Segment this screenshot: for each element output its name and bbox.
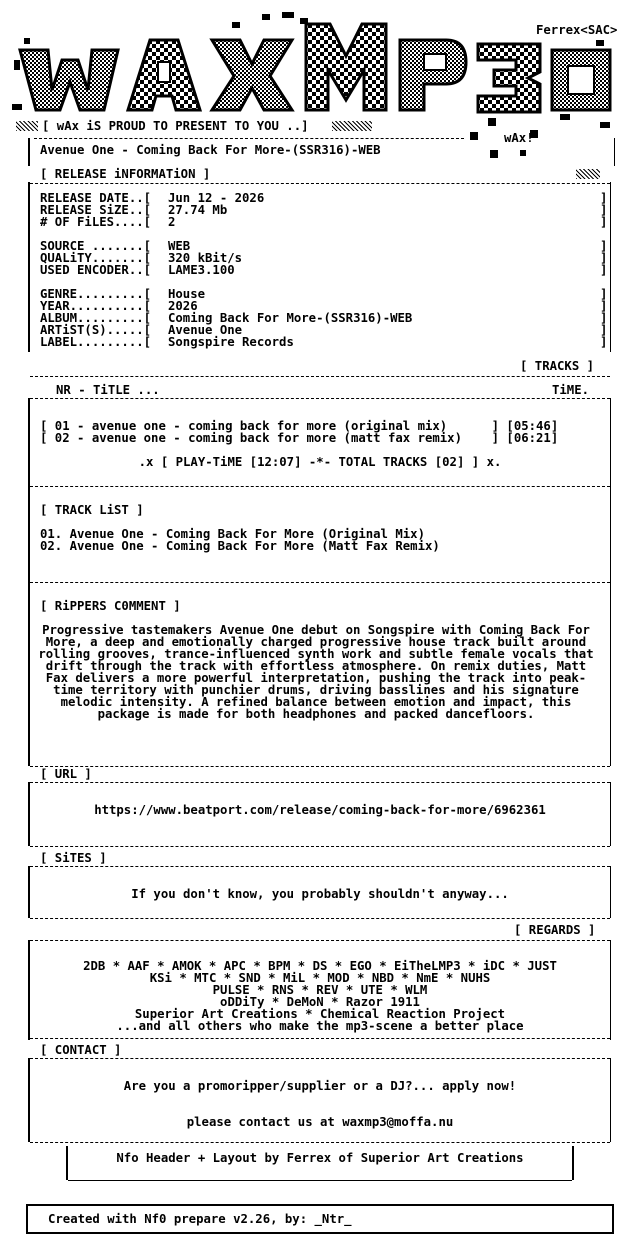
info-label: USED ENCODER..[ bbox=[40, 263, 152, 277]
info-value: 2026 bbox=[168, 299, 198, 313]
box-border-right bbox=[610, 1058, 611, 1142]
divider bbox=[30, 183, 610, 184]
box-border-right bbox=[610, 582, 611, 766]
info-value: Songspire Records bbox=[168, 335, 294, 349]
box-border-left bbox=[28, 398, 30, 486]
tracks-column-time: TiME. bbox=[552, 383, 590, 397]
box-border-right bbox=[614, 138, 615, 166]
info-label: ARTiST(S).....[ bbox=[40, 323, 152, 337]
info-value: WEB bbox=[168, 239, 191, 253]
contact-apply-text: Are you a promoripper/supplier or a DJ?... apply now! bbox=[123, 1079, 517, 1093]
info-value: Avenue One bbox=[168, 323, 243, 337]
divider bbox=[30, 486, 610, 487]
release-name: Avenue One - Coming Back For More-(SSR316)-WEB bbox=[40, 143, 381, 157]
section-heading-tracks: [ TRACKS ] bbox=[520, 359, 595, 373]
regards-line: 2DB * AAF * AMOK * APC * BPM * DS * EGO * EiTheLMP3 * iDC * JUST bbox=[83, 959, 557, 973]
divider bbox=[30, 582, 610, 583]
box-border-right bbox=[610, 398, 611, 486]
layout-credit: Nfo Header + Layout by Ferrex of Superior Art Creations bbox=[116, 1151, 524, 1165]
box-border-left bbox=[28, 582, 30, 766]
box-border-right bbox=[610, 782, 611, 846]
divider bbox=[30, 918, 610, 919]
divider bbox=[30, 940, 610, 941]
info-label: YEAR..........[ bbox=[40, 299, 152, 313]
release-url-link[interactable]: https://www.beatport.com/release/coming-back-for-more/6962361 bbox=[94, 803, 546, 817]
divider bbox=[30, 766, 610, 767]
divider bbox=[68, 1180, 572, 1181]
box-border-left bbox=[28, 138, 30, 166]
hatch-decor bbox=[332, 121, 372, 131]
ascii-artist-credit: Ferrex<SAC> bbox=[536, 23, 618, 37]
box-border-left bbox=[28, 182, 30, 352]
regards-line: KSi * MTC * SND * MiL * MOD * NBD * NmE * NUHS bbox=[149, 971, 491, 985]
divider bbox=[30, 782, 610, 783]
section-heading-contact: [ CONTACT ] bbox=[40, 1043, 122, 1057]
info-label: GENRE.........[ bbox=[40, 287, 152, 301]
divider bbox=[34, 138, 464, 139]
info-label: LABEL.........[ bbox=[40, 335, 152, 349]
track-list-item: 01. Avenue One - Coming Back For More (Original Mix) bbox=[40, 527, 425, 541]
regards-line: ...and all others who make the mp3-scene a better place bbox=[116, 1019, 524, 1033]
section-heading-track-list: [ TRACK LiST ] bbox=[40, 503, 144, 517]
track-line: [ 01 - avenue one - coming back for more (original mix) ] [05:46] bbox=[40, 419, 559, 433]
info-value: LAME3.100 bbox=[168, 263, 235, 277]
group-tag: wAx! bbox=[504, 131, 534, 145]
info-value: 27.74 Mb bbox=[168, 203, 228, 217]
divider bbox=[30, 846, 610, 847]
regards-line: Superior Art Creations * Chemical Reaction Project bbox=[134, 1007, 506, 1021]
info-value: 320 kBit/s bbox=[168, 251, 243, 265]
track-line: [ 02 - avenue one - coming back for more (matt fax remix) ] [06:21] bbox=[40, 431, 559, 445]
info-value: 2 bbox=[168, 215, 176, 229]
contact-email[interactable]: please contact us at waxmp3@moffa.nu bbox=[186, 1115, 454, 1129]
hatch-decor bbox=[576, 169, 600, 179]
box-border-right bbox=[610, 940, 611, 1040]
box-border-right bbox=[610, 486, 611, 582]
regards-line: oDDiTy * DeMoN * Razor 1911 bbox=[220, 995, 420, 1009]
section-heading-sites: [ SiTES ] bbox=[40, 851, 107, 865]
info-label: ALBUM.........[ bbox=[40, 311, 152, 325]
section-heading-release-info: [ RELEASE iNFORMATiON ] bbox=[40, 167, 211, 181]
section-heading-comment: [ RiPPERS C0MMENT ] bbox=[40, 599, 181, 613]
box-border-left bbox=[28, 486, 30, 582]
box-border-right bbox=[610, 866, 611, 918]
created-with-box bbox=[26, 1204, 614, 1234]
divider bbox=[30, 1038, 610, 1039]
divider bbox=[30, 866, 610, 867]
rippers-comment-text: Progressive tastemakers Avenue One debut on Songspire with Coming Back For More, a deep and emotionally charged progressive house track built around rolling grooves, trance-influenced synth work and subtle female vocals that drift through the track with effortless atmosphere. On remix duties, Matt Fax delivers a more powerful interpretation, pushing the track into peak-time territory with punchier drums, driving basslines and his signature melodic intensity. A refined balance between emotion and impact, this package is made for both headphones and packed dancefloors. bbox=[38, 623, 594, 721]
section-heading-url: [ URL ] bbox=[40, 767, 92, 781]
created-with-text: Created with Nf0 prepare v2.26, by: _Ntr_ bbox=[48, 1212, 352, 1226]
info-label: RELEASE SiZE..[ bbox=[40, 203, 152, 217]
track-list-item: 02. Avenue One - Coming Back For More (Matt Fax Remix) bbox=[40, 539, 440, 553]
info-value: House bbox=[168, 287, 206, 301]
section-heading-regards: [ REGARDS ] bbox=[514, 923, 596, 937]
info-label: SOURCE .......[ bbox=[40, 239, 152, 253]
info-value: Coming Back For More-(SSR316)-WEB bbox=[168, 311, 413, 325]
hatch-decor bbox=[16, 121, 38, 131]
bracket-column: ] ] ] ] ] ] ] ] ] ] ] bbox=[600, 191, 608, 349]
sites-text: If you don't know, you probably shouldn't anyway... bbox=[131, 887, 509, 901]
box-border-right bbox=[610, 182, 611, 352]
tracks-summary: .x [ PLAY-TiME [12:07] -*- TOTAL TRACKS [02] ] x. bbox=[138, 455, 502, 469]
regards-line: PULSE * RNS * REV * UTE * WLM bbox=[212, 983, 428, 997]
info-label: # OF FiLES....[ bbox=[40, 215, 152, 229]
divider bbox=[30, 398, 610, 399]
info-label: QUALiTY.......[ bbox=[40, 251, 152, 265]
divider bbox=[30, 376, 610, 377]
box-border-left bbox=[28, 1058, 30, 1142]
info-label: RELEASE DATE..[ bbox=[40, 191, 152, 205]
info-value: Jun 12 - 2026 bbox=[168, 191, 265, 205]
divider bbox=[30, 1058, 610, 1059]
tracks-column-title: NR - TiTLE ... bbox=[56, 383, 160, 397]
divider bbox=[30, 1142, 610, 1143]
tagline: [ wAx iS PROUD TO PRESENT TO YOU ..] bbox=[42, 119, 309, 133]
